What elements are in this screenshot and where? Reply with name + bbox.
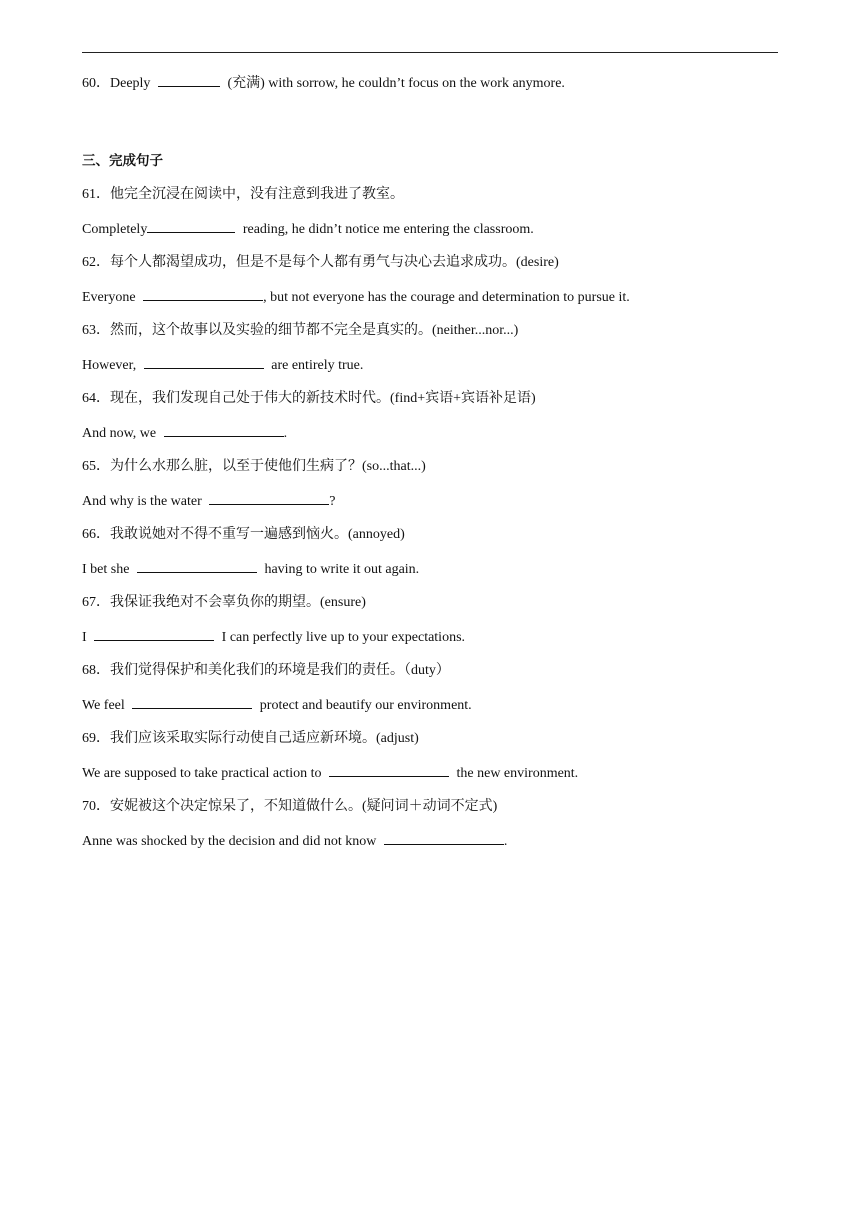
answer-blank[interactable] bbox=[158, 74, 220, 87]
chinese-prompt: 为什么水那么脏，以至于使他们生病了？(so...that...) bbox=[110, 459, 426, 474]
sentence-after: I can perfectly live up to your expectations. bbox=[218, 630, 466, 645]
answer-blank[interactable] bbox=[384, 832, 504, 845]
answer-blank[interactable] bbox=[209, 492, 329, 505]
question-68-prompt bbox=[82, 662, 450, 680]
question-61-prompt bbox=[82, 186, 404, 204]
sentence-before: We feel bbox=[82, 698, 129, 713]
answer-blank[interactable] bbox=[132, 696, 252, 709]
question-number: 64． bbox=[82, 391, 110, 406]
sentence-after: . bbox=[503, 834, 508, 849]
sentence-after: protect and beautify our environment. bbox=[256, 698, 472, 713]
sentence-before: And why is the water bbox=[82, 494, 206, 509]
chinese-prompt: 我保证我绝对不会辜负你的期望。(ensure) bbox=[110, 595, 366, 610]
chinese-prompt: 我们觉得保护和美化我们的环境是我们的责任。（duty） bbox=[110, 663, 450, 678]
sentence-before: We are supposed to take practical action to bbox=[82, 766, 325, 781]
question-number: 70． bbox=[82, 799, 110, 814]
question-63-prompt bbox=[82, 322, 518, 340]
question-69-prompt bbox=[82, 730, 419, 748]
header-rule bbox=[82, 52, 778, 53]
chinese-prompt: 然而，这个故事以及实验的细节都不完全是真实的。(neither...nor...) bbox=[110, 323, 519, 338]
question-number: 63． bbox=[82, 323, 110, 338]
question-67-prompt bbox=[82, 594, 366, 612]
question-number: 69． bbox=[82, 731, 110, 746]
answer-blank[interactable] bbox=[144, 356, 264, 369]
question-70-prompt bbox=[82, 798, 497, 816]
sentence-after: . bbox=[283, 426, 288, 441]
sentence-after: ? bbox=[329, 494, 336, 509]
question-number: 67． bbox=[82, 595, 110, 610]
question-text-before: Deeply bbox=[110, 76, 154, 91]
question-62-sentence bbox=[82, 288, 630, 307]
question-68-sentence bbox=[82, 696, 472, 715]
sentence-after: the new environment. bbox=[453, 766, 579, 781]
sentence-after: are entirely true. bbox=[267, 358, 364, 373]
section-title: 三、完成句子 bbox=[82, 153, 163, 169]
question-64-sentence bbox=[82, 424, 287, 443]
answer-blank[interactable] bbox=[329, 764, 449, 777]
sentence-before: I bet she bbox=[82, 562, 133, 577]
question-65-sentence bbox=[82, 492, 335, 511]
sentence-after: , but not everyone has the courage and determination to pursue it. bbox=[263, 290, 630, 305]
question-69-sentence bbox=[82, 764, 578, 783]
chinese-prompt: 现在，我们发现自己处于伟大的新技术时代。(find+宾语+宾语补足语) bbox=[110, 391, 536, 406]
sentence-after: reading, he didn’t notice me entering the classroom. bbox=[239, 222, 534, 237]
question-66-sentence bbox=[82, 560, 419, 579]
answer-blank[interactable] bbox=[137, 560, 257, 573]
question-67-sentence bbox=[82, 628, 465, 647]
chinese-prompt: 每个人都渴望成功，但是不是每个人都有勇气与决心去追求成功。(desire) bbox=[110, 255, 559, 270]
answer-blank[interactable] bbox=[164, 424, 284, 437]
question-number: 68． bbox=[82, 663, 110, 678]
sentence-before: Anne was shocked by the decision and did not know bbox=[82, 834, 380, 849]
question-number: 65． bbox=[82, 459, 110, 474]
question-64-prompt bbox=[82, 390, 536, 408]
chinese-prompt: 我敢说她对不得不重写一遍感到恼火。(annoyed) bbox=[110, 527, 405, 542]
question-63-sentence bbox=[82, 356, 363, 375]
sentence-after: having to write it out again. bbox=[260, 562, 420, 577]
question-number: 60． bbox=[82, 76, 110, 91]
question-66-prompt bbox=[82, 526, 405, 544]
question-number: 62． bbox=[82, 255, 110, 270]
sentence-before: And now, we bbox=[82, 426, 160, 441]
question-number: 66． bbox=[82, 527, 110, 542]
answer-blank[interactable] bbox=[147, 220, 235, 233]
question-61-sentence bbox=[82, 220, 534, 239]
question-text-after: (充满) with sorrow, he couldn’t focus on the work anymore. bbox=[223, 76, 565, 91]
question-number: 61． bbox=[82, 187, 110, 202]
chinese-prompt: 他完全沉浸在阅读中，没有注意到我进了教室。 bbox=[110, 187, 404, 202]
chinese-prompt: 安妮被这个决定惊呆了，不知道做什么。(疑问词＋动词不定式) bbox=[110, 799, 498, 814]
question-60 bbox=[82, 74, 565, 93]
answer-blank[interactable] bbox=[94, 628, 214, 641]
sentence-before: I bbox=[82, 630, 91, 645]
question-62-prompt bbox=[82, 254, 559, 272]
chinese-prompt: 我们应该采取实际行动使自己适应新环境。(adjust) bbox=[110, 731, 419, 746]
answer-blank[interactable] bbox=[143, 288, 263, 301]
sentence-before: Completely bbox=[82, 222, 148, 237]
sentence-before: However, bbox=[82, 358, 140, 373]
question-70-sentence bbox=[82, 832, 507, 851]
sentence-before: Everyone bbox=[82, 290, 140, 305]
question-65-prompt bbox=[82, 458, 426, 476]
